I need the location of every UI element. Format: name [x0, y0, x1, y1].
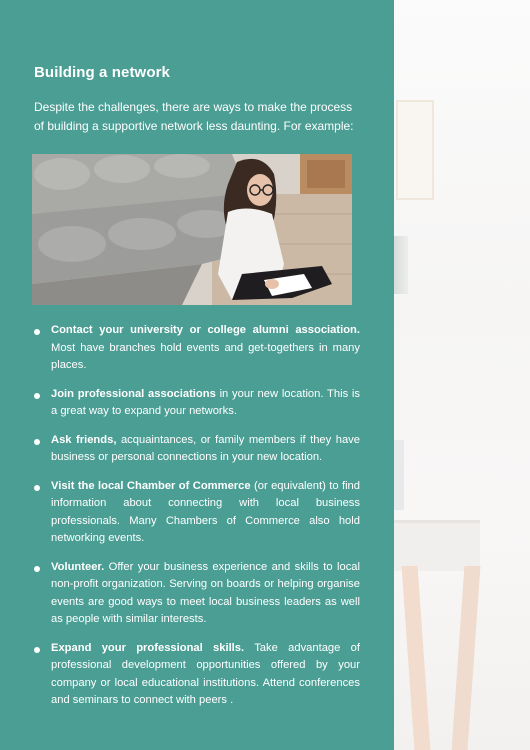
wall-art [394, 236, 408, 294]
list-item: Join professional associations in your new location. This is a great way to expand your networks. [34, 386, 360, 421]
list-item: Volunteer. Offer your business experience and skills to local non-profit organization. Serving on boards or helping organise events are good ways to meet local business leaders as well as people with similar interests. [34, 559, 360, 629]
list-item: Visit the local Chamber of Commerce (or equivalent) to find information about connecting with local business professionals. Many Chambers of Commerce also hold networking events. [34, 478, 360, 548]
bullet-icon [34, 485, 40, 491]
wall-frame [396, 100, 434, 200]
bullet-icon [34, 439, 40, 445]
side-interior-photo [394, 0, 530, 750]
desk [394, 520, 480, 571]
lamp [394, 440, 404, 510]
woman-writing-on-floor-photo [32, 154, 352, 305]
tips-list [34, 322, 360, 721]
bullet-icon [34, 566, 40, 572]
bullet-icon [34, 393, 40, 399]
desk-leg [402, 566, 431, 750]
page-title: Building a network [34, 64, 170, 81]
list-item: Contact your university or college alumni association. Most have branches hold events and get-togethers in many places. [34, 322, 360, 375]
list-item: Ask friends, acquaintances, or family members if they have business or personal connections in your new location. [34, 432, 360, 467]
bullet-icon [34, 329, 40, 335]
intro-paragraph: Despite the challenges, there are ways to make the process of building a supportive network less daunting. For example: [34, 100, 354, 133]
bullet-icon [34, 647, 40, 653]
desk-leg [452, 566, 481, 750]
list-item: Expand your professional skills. Take advantage of professional development opportunities offered by your company or local educational institutions. Attend conferences and seminars to connect with peers . [34, 640, 360, 710]
